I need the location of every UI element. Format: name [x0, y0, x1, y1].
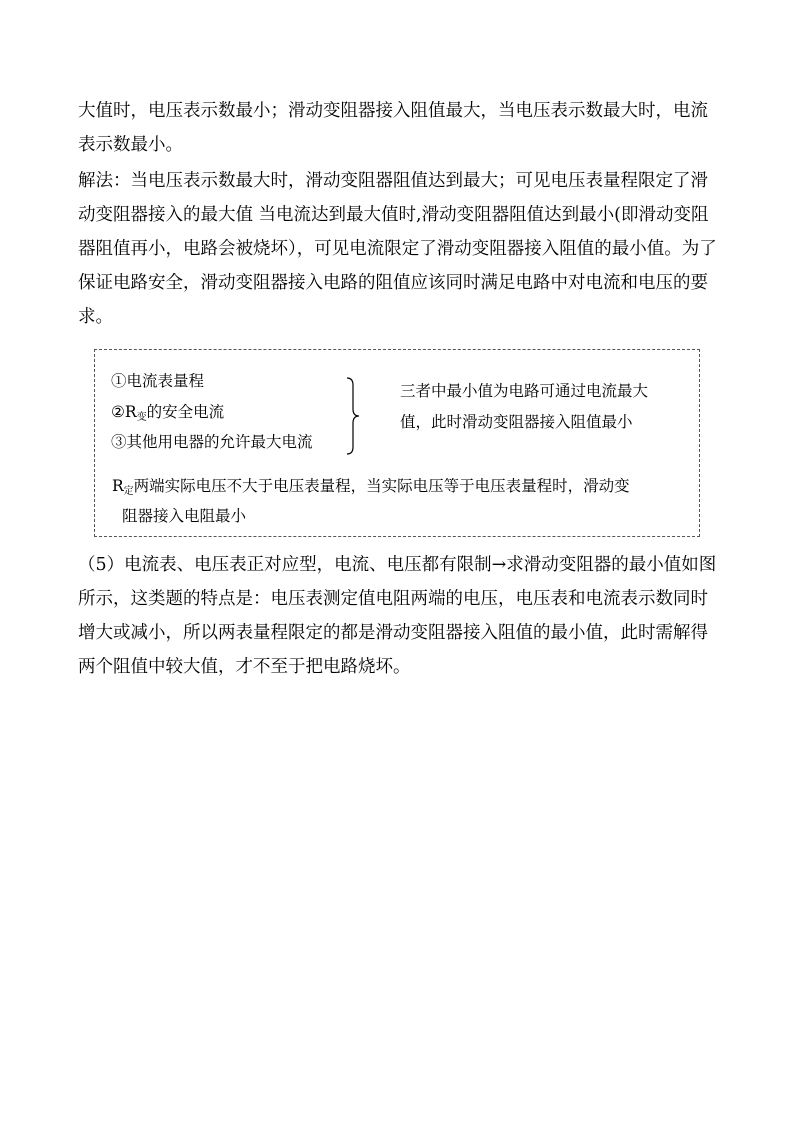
summary-box: [94, 349, 700, 537]
box-note-line-2: 阻器接入电阻最小: [122, 507, 247, 525]
box-item-3: ③其他用电器的允许最大电流: [111, 433, 313, 451]
box-item-1: ①电流表量程: [111, 372, 205, 390]
paragraph-type-5: （5）电流表、电压表正对应型，电流、电压都有限制→求滑动变阻器的最小值如图所示，这类题的特点是：电压表测定值电阻两端的电压，电压表和电流表示数同时增大或减小，所以两表量程限定的都是滑动变阻器接入阻值的最小值，此时需解得两个阻值中较大值，才不至于把电路烧坏。: [78, 555, 717, 677]
box-item-2-suffix: 的安全电流: [146, 403, 225, 421]
box-note-line-1: [112, 476, 630, 502]
paragraph-1: 大值时，电压表示数最小；滑动变阻器接入阻值最大，当电压表示数最大时，电流表示数最小。: [78, 101, 708, 155]
box-note-text: 两端实际电压不大于电压表量程，当实际电压等于电压表量程时，滑动变: [133, 477, 630, 495]
box-conclusion-line-2: 值，此时滑动变阻器接入阻值最小: [400, 413, 633, 431]
box-item-2: [111, 402, 224, 428]
box-note-sub: 定: [123, 486, 134, 497]
box-note-prefix: R: [112, 477, 124, 495]
box-conclusion-line-1: 三者中最小值为电路可通过电流最大: [400, 382, 649, 400]
paragraph-solution: 解法：当电压表示数最大时，滑动变阻器阻值达到最大；可见电压表量程限定了滑动变阻器接入的最大值 当电流达到最大值时,滑动变阻器阻值达到最小(即滑动变阻器阻值再小，电路会被烧坏），可见电流限定了滑动变阻器接入阻值的最小值。为了保证电路安全，滑动变阻器接入电路的阻值应该同时满足电路中对电流和电压的要求。: [78, 171, 717, 327]
box-item-2-prefix: ②R: [111, 403, 137, 421]
right-brace-icon: [345, 377, 361, 455]
box-item-2-sub: 变: [136, 412, 147, 423]
